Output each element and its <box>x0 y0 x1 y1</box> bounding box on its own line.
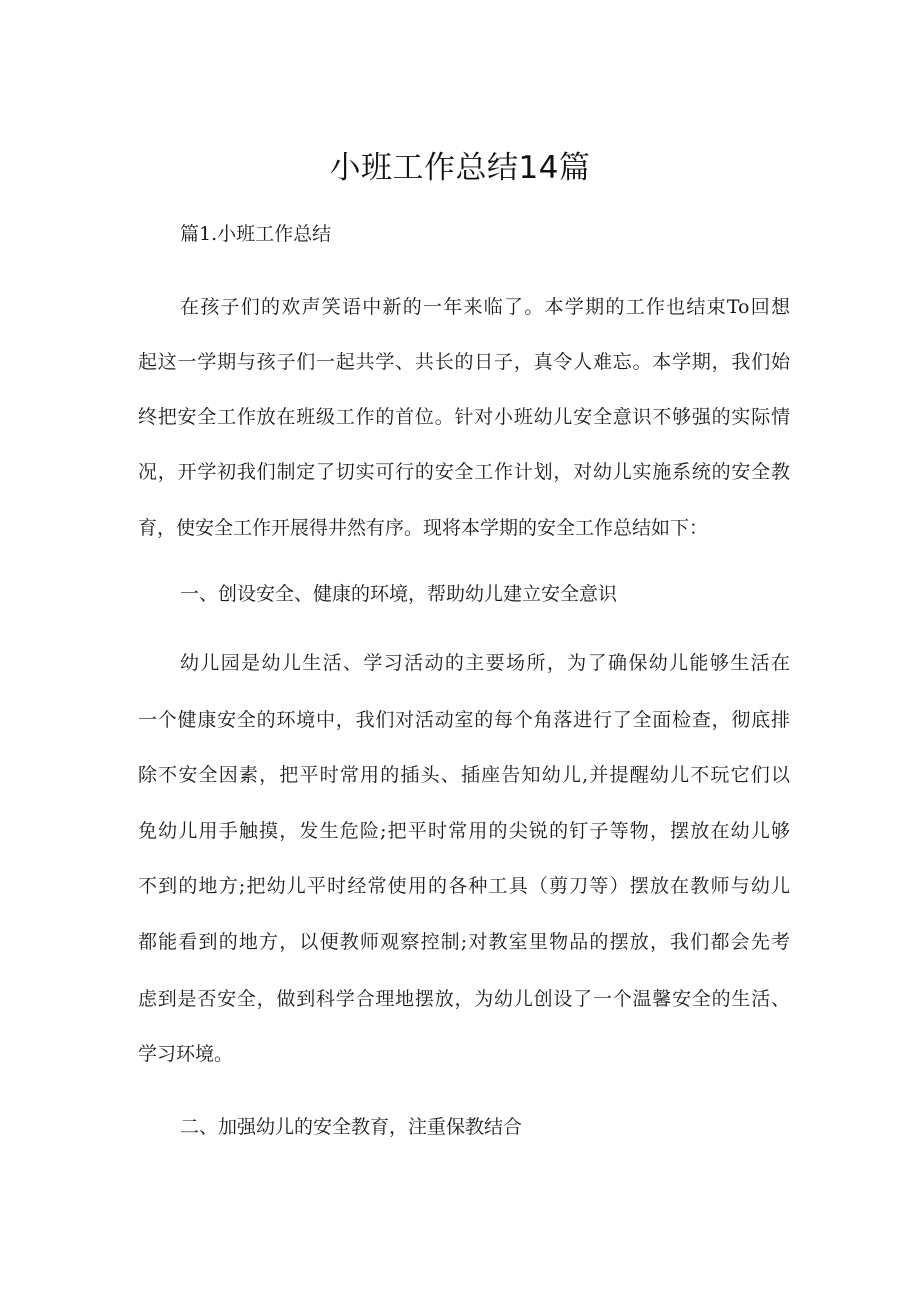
paragraph-line: 起这一学期与孩子们一起共学、共长的日子，真令人难忘。本学期，我们始 <box>138 351 790 373</box>
paragraph-line: 虑到是否安全，做到科学合理地摆放，为幼儿创设了一个温馨安全的生活、 <box>138 988 790 1010</box>
paragraph-line: 都能看到的地方，以便教师观察控制;对教室里物品的摆放，我们都会先考 <box>138 931 790 953</box>
paragraph-line: 育，使安全工作开展得井然有序。现将本学期的安全工作总结如下： <box>138 517 709 539</box>
paragraph-line: 一个健康安全的环境中，我们对活动室的每个角落进行了全面检查，彻底排 <box>138 709 790 731</box>
paragraph-line: 终把安全工作放在班级工作的首位。针对小班幼儿安全意识不够强的实际情 <box>138 406 790 428</box>
paragraph-line: 学习环境。 <box>138 1043 234 1065</box>
paragraph-line: 不到的地方;把幼儿平时经常使用的各种工具（剪刀等）摆放在教师与幼儿 <box>138 875 790 897</box>
paragraph-line: 在孩子们的欢声笑语中新的一年来临了。本学期的工作也结束To回想 <box>180 296 790 318</box>
paragraph-line: 除不安全因素，把平时常用的插头、插座告知幼儿,并提醒幼儿不玩它们以 <box>138 764 790 786</box>
subheading: 一、创设安全、健康的环境，帮助幼儿建立安全意识 <box>180 583 618 605</box>
paragraph-line: 幼儿园是幼儿生活、学习活动的主要场所，为了确保幼儿能够生活在 <box>180 652 790 674</box>
subheading: 二、加强幼儿的安全教育，注重保教结合 <box>180 1116 523 1138</box>
paragraph-line: 免幼儿用手触摸，发生危险;把平时常用的尖锐的钉子等物，摆放在幼儿够 <box>138 820 790 842</box>
paragraph-line: 况，开学初我们制定了切实可行的安全工作计划，对幼儿实施系统的安全教 <box>138 461 790 483</box>
section-heading: 篇1.小班工作总结 <box>180 223 332 245</box>
document-title: 小班工作总结14篇 <box>329 150 591 186</box>
